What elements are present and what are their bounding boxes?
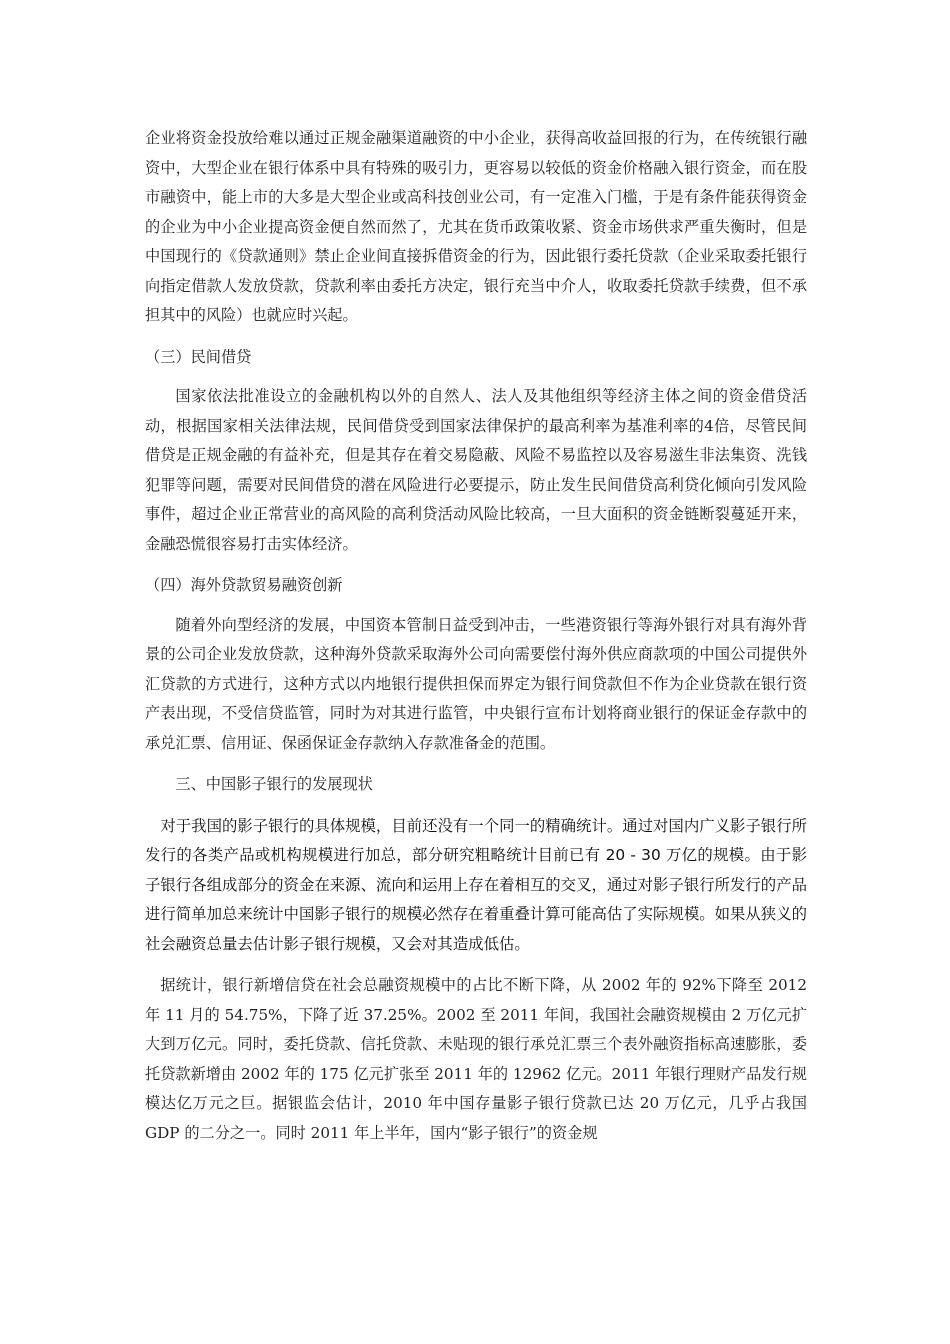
paragraph-minjian-jiedai: 国家依法批准设立的金融机构以外的自然人、法人及其他组织等经济主体之间的资金借贷活动，根据国家相关法律法规，民间借贷受到国家法律保护的最高利率为基准利率的4倍，尽管民间借贷是正规金融的有益补充，但是其存在着交易隐蔽、风险不易监控以及容易滋生非法集资、洗钱犯罪等问题，需要对民间借贷的潜在风险进行必要提示，防止发生民间借贷高利贷化倾向引发风险事件，超过企业正常营业的高风险的高利贷活动风险比较高，一旦大面积的资金链断裂蔓延开来，金融恐慌很容易打击实体经济。 xyxy=(145,387,807,553)
paragraph-continuation: 企业将资金投放给难以通过正规金融渠道融资的中小企业，获得高收益回报的行为，在传统银行融资中，大型企业在银行体系中具有特殊的吸引力，更容易以较低的资金价格融入银行资金，而在股市融资中，能上市的大多是大型企业或高科技创业公司，有一定准入门槛，于是有条件能获得资金的企业为中小企业提高资金便自然而然了，尤其在货币政策收紧、资金市场供求严重失衡时，但是中国现行的《贷款通则》禁止企业间直接拆借资金的行为，因此银行委托贷款（企业采取委托银行向指定借款人发放贷款，贷款利率由委托方决定，银行充当中介人，收取委托贷款手续费，但不承担其中的风险）也就应时兴起。 xyxy=(145,129,807,324)
heading-haiwai-daikuan: （四）海外贷款贸易融资创新 xyxy=(145,576,343,594)
paragraph-haiwai-daikuan: 随着外向型经济的发展，中国资本管制日益受到冲击，一些港资银行等海外银行对具有海外背景的公司企业发放贷款，这种海外贷款采取海外公司向需要偿付海外供应商款项的中国公司提供外汇贷款的方式进行，这种方式以内地银行提供担保而界定为银行间贷款但不作为企业贷款在银行资产表出现，不受信贷监管，同时为对其进行监管，中央银行宣布计划将商业银行的保证金存款中的承兑汇票、信用证、保函保证金存款纳入存款准备金的范围。 xyxy=(145,615,807,752)
section-heading-development-status: 三、中国影子银行的发展现状 xyxy=(175,775,373,793)
heading-minjian-jiedai: （三）民间借贷 xyxy=(145,347,252,366)
paragraph-shadow-bank-scale: 对于我国的影子银行的具体规模，目前还没有一个同一的精确统计。通过对国内广义影子银行所发行的各类产品或机构规模进行加总，部分研究粗略统计目前已有 20 - 30 万亿的规模。由于影子银行各组成部分的资金在来源、流向和运用上存在着相互的交叉，通过对影子银行所发行的产品进行简单加总来统计中国影子银行的规模必然存在着重叠计算可能高估了实际规模。如果从狭义的社会融资总量去估计影子银行规模，又会对其造成低估。 xyxy=(145,816,807,953)
paragraph-statistics: 据统计，银行新增信贷在社会总融资规模中的占比不断下降，从 2002 年的 92%下降至 2012 年 11 月的 54.75%，下降了近 37.25%。2002 至 2011 年间，我国社会融资规模由 2 万亿元扩大到万亿元。同时，委托贷款、信托贷款、未贴现的银行承兑汇票三个表外融资指标高速膨胀，委托贷款新增由 2002 年的 175 亿元扩张至 2011 年的 12962 亿元。2011 年银行理财产品发行规模达亿万元之巨。据银监会估计，2010 年中国存量影子银行贷款已达 20 万亿元，几乎占我国 GDP 的二分之一。同时 2011 年上半年，国内“影子银行”的资金规 xyxy=(145,976,807,1142)
document-body xyxy=(145,124,807,1148)
